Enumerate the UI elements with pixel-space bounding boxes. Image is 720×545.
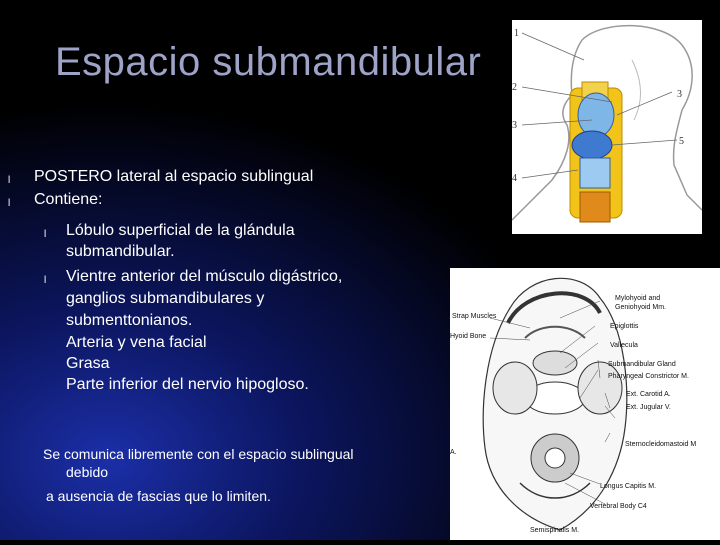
sub-bullet-marker: l	[44, 275, 47, 286]
sub-bullet-text: ganglios submandibulares y	[66, 290, 265, 307]
neck-label-3b: 3	[512, 120, 517, 131]
neck-label-2: 2	[512, 82, 517, 93]
neck-diagram-image	[512, 20, 702, 234]
label-longus-capitis: Longus Capitis M.	[600, 483, 657, 490]
bullet-text: Contiene:	[34, 191, 103, 208]
label-semispinalis: Semispinalis M.	[530, 527, 580, 534]
cross-section-diagram-image	[450, 268, 720, 540]
bullet-text: POSTERO lateral al espacio sublingual	[34, 168, 314, 185]
label-submandibular-gland: Submandibular Gland	[608, 361, 676, 368]
note-line: debido	[66, 464, 109, 480]
sub-bullet-text: submenttonianos.	[66, 312, 193, 329]
sub-bullet-text: Parte inferior del nervio hipogloso.	[66, 376, 309, 393]
note-line: a ausencia de fascias que lo limiten.	[46, 488, 271, 504]
bullet-marker: l	[8, 175, 11, 186]
neck-label-5: 5	[679, 136, 684, 147]
sub-bullet-text: Lóbulo superficial de la glándula	[66, 222, 295, 239]
neck-label-4: 4	[512, 173, 517, 184]
label-geniohyoid: Geniohyoid Mm.	[615, 304, 666, 311]
label-hyoid-bone: Hyoid Bone	[450, 333, 487, 340]
bullet-marker: l	[8, 198, 11, 209]
note-line: Se comunica libremente con el espacio sublingual	[43, 446, 354, 462]
sub-bullet-text: Grasa	[66, 355, 110, 372]
sub-bullet-text: Arteria y vena facial	[66, 334, 207, 351]
label-mylohyoid: Mylohyoid and	[615, 295, 661, 302]
neck-label-1: 1	[514, 28, 519, 39]
label-ext-jugular: Ext. Jugular V.	[626, 404, 671, 411]
label-sternocleidomastoid: Sternocleidomastoid M	[625, 441, 697, 448]
label-epiglottis: Epiglottis	[610, 323, 639, 330]
label-vertebral-body: Vertebral Body C4	[590, 503, 647, 510]
label-vallecula: Vallecula	[610, 342, 638, 349]
label-a: A.	[450, 449, 457, 456]
sub-bullet-text: Vientre anterior del músculo digástrico,	[66, 268, 343, 285]
label-pharyngeal-constrictor: Pharyngeal Constrictor M.	[608, 373, 689, 380]
label-ext-carotid: Ext. Carotid A.	[626, 391, 671, 398]
sub-bullet-text: submandibular.	[66, 243, 175, 260]
label-strap-muscles: Strap Muscles	[452, 313, 497, 320]
slide-title: Espacio submandibular	[55, 40, 482, 84]
neck-label-3: 3	[677, 89, 682, 100]
sub-bullet-marker: l	[44, 229, 47, 240]
